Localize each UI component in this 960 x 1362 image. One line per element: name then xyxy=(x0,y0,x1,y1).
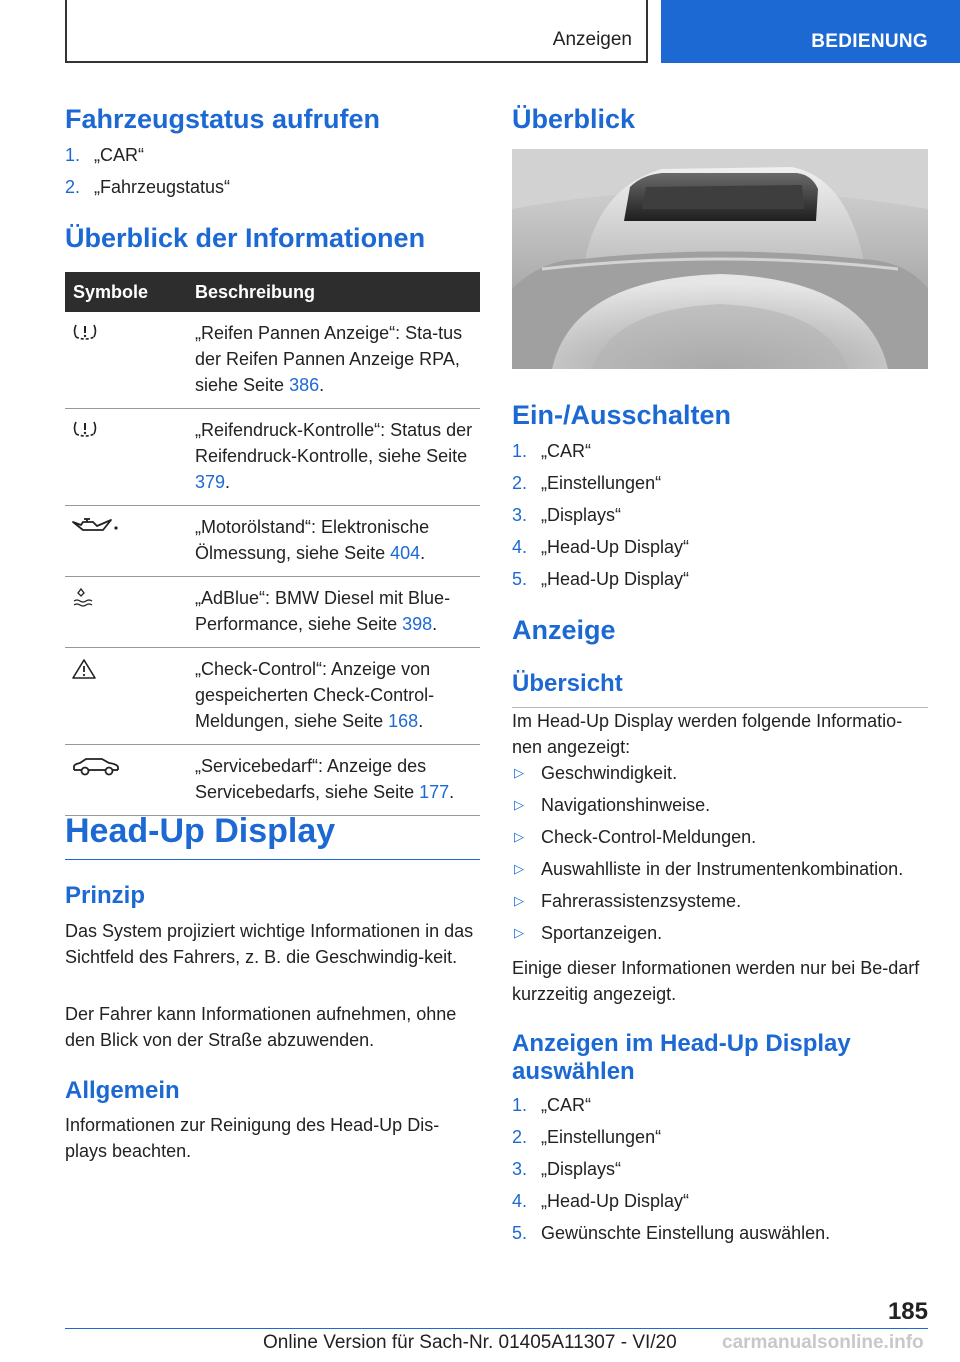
table-row xyxy=(65,506,480,577)
list-item: 1. „CAR“ xyxy=(65,145,144,165)
bullet-icon: ▷ xyxy=(514,925,524,940)
list-item: 5. „Head-Up Display“ xyxy=(512,569,690,589)
table-cell-description: „Reifendruck-Kontrolle“: Status der Reifendruck-Kontrolle, siehe Seite 379. xyxy=(183,409,480,506)
header-chapter-tab xyxy=(661,0,960,63)
table-header-symbols: Symbole xyxy=(65,272,183,312)
symbols-table xyxy=(65,272,480,816)
page-link[interactable]: 177 xyxy=(419,782,450,802)
overview-title: Überblick xyxy=(512,104,636,134)
list-item: ▷ Geschwindigkeit. xyxy=(512,762,928,794)
header-chapter: BEDIENUNG xyxy=(811,31,928,52)
table-row xyxy=(65,745,480,816)
list-item: ▷ Sportanzeigen. xyxy=(512,922,928,954)
hud-title: Head-Up Display xyxy=(65,812,480,860)
summary-title: Übersicht xyxy=(512,670,623,697)
bullet-icon: ▷ xyxy=(514,765,524,780)
list-item: 2. „Einstellungen“ xyxy=(512,473,662,493)
vehicle-status-title: Fahrzeugstatus aufrufen xyxy=(65,104,381,134)
warning-triangle-icon xyxy=(71,658,97,680)
bullet-icon: ▷ xyxy=(514,893,524,908)
hud-photo xyxy=(512,149,928,369)
adblue-icon xyxy=(71,587,97,609)
bullet-icon: ▷ xyxy=(514,829,524,844)
list-item: 2. „Einstellungen“ xyxy=(512,1127,662,1147)
header-box xyxy=(65,0,648,63)
list-item: 1. „CAR“ xyxy=(512,441,591,461)
page-link[interactable]: 386 xyxy=(289,375,320,395)
footer-line xyxy=(65,1328,928,1329)
car-service-icon xyxy=(71,755,121,777)
table-row xyxy=(65,409,480,506)
table-cell-description: „Check-Control“: Anzeige von gespeicherten Check-Control-Meldungen, siehe Seite 168. xyxy=(183,648,480,745)
list-item: ▷ Check-Control-Meldungen. xyxy=(512,826,928,858)
list-item: 1. „CAR“ xyxy=(512,1095,591,1115)
general-paragraph: Informationen zur Reinigung des Head-Up Dis-plays beachten. xyxy=(65,1115,440,1161)
page-link[interactable]: 404 xyxy=(390,543,421,563)
principle-paragraph-2: Der Fahrer kann Informationen aufnehmen, ohne den Blick von der Straße abzuwenden. xyxy=(65,1004,457,1050)
on-off-steps xyxy=(512,440,928,600)
list-item: 3. „Displays“ xyxy=(512,505,622,525)
page-link[interactable]: 379 xyxy=(195,472,226,492)
bullet-icon: ▷ xyxy=(514,861,524,876)
overview-info-title: Überblick der Informationen xyxy=(65,223,426,253)
list-item: 4. „Head-Up Display“ xyxy=(512,1191,690,1211)
on-off-title: Ein-/Ausschalten xyxy=(512,400,732,430)
display-note: Einige dieser Informationen werden nur bei Be-darf kurzzeitig angezeigt. xyxy=(512,958,920,1004)
select-title: Anzeigen im Head-Up Display auswählen xyxy=(512,1030,851,1085)
footer-version-text: Online Version für Sach-Nr. 01405A11307 - VI/20 xyxy=(263,1332,677,1353)
table-row xyxy=(65,648,480,745)
display-items-list xyxy=(512,762,928,954)
list-item: 4. „Head-Up Display“ xyxy=(512,537,690,557)
table-cell-description: „AdBlue“: BMW Diesel mit Blue-Performance, siehe Seite 398. xyxy=(183,577,480,648)
page-link[interactable]: 398 xyxy=(402,614,433,634)
page-number: 185 xyxy=(887,1298,928,1325)
bullet-icon: ▷ xyxy=(514,797,524,812)
display-intro: Im Head-Up Display werden folgende Informatio-nen angezeigt: xyxy=(512,711,903,757)
principle-paragraph-1: Das System projiziert wichtige Informationen in das Sichtfeld des Fahrers, z. B. die Geschwindig-keit. xyxy=(65,921,474,967)
table-row xyxy=(65,312,480,409)
tire-pressure-monitor-icon xyxy=(71,419,99,439)
oil-can-icon xyxy=(71,516,123,536)
page-link[interactable]: 168 xyxy=(388,711,419,731)
watermark: carmanualsonline.info xyxy=(722,1332,924,1353)
table-cell-description: „Servicebedarf“: Anzeige des Servicebedarfs, siehe Seite 177. xyxy=(183,745,480,816)
tire-pressure-warning-icon xyxy=(71,322,99,342)
table-cell-description: „Motorölstand“: Elektronische Ölmessung, siehe Seite 404. xyxy=(183,506,480,577)
list-item: 2. „Fahrzeugstatus“ xyxy=(65,177,231,197)
list-item: ▷ Navigationshinweise. xyxy=(512,794,928,826)
table-row xyxy=(65,577,480,648)
list-item: 5. Gewünschte Einstellung auswählen. xyxy=(512,1223,831,1243)
list-item: ▷ Auswahlliste in der Instrumentenkombination. xyxy=(512,858,928,890)
header-section: Anzeigen xyxy=(552,29,632,50)
principle-title: Prinzip xyxy=(65,882,146,909)
table-header-description: Beschreibung xyxy=(183,272,480,312)
display-title: Anzeige xyxy=(512,615,616,645)
table-cell-description: „Reifen Pannen Anzeige“: Sta-tus der Reifen Pannen Anzeige RPA, siehe Seite 386. xyxy=(183,312,480,409)
list-item: ▷ Fahrerassistenzsysteme. xyxy=(512,890,928,922)
general-title: Allgemein xyxy=(65,1077,180,1104)
select-steps xyxy=(512,1094,928,1254)
list-item: 3. „Displays“ xyxy=(512,1159,622,1179)
vehicle-status-steps xyxy=(65,144,480,208)
